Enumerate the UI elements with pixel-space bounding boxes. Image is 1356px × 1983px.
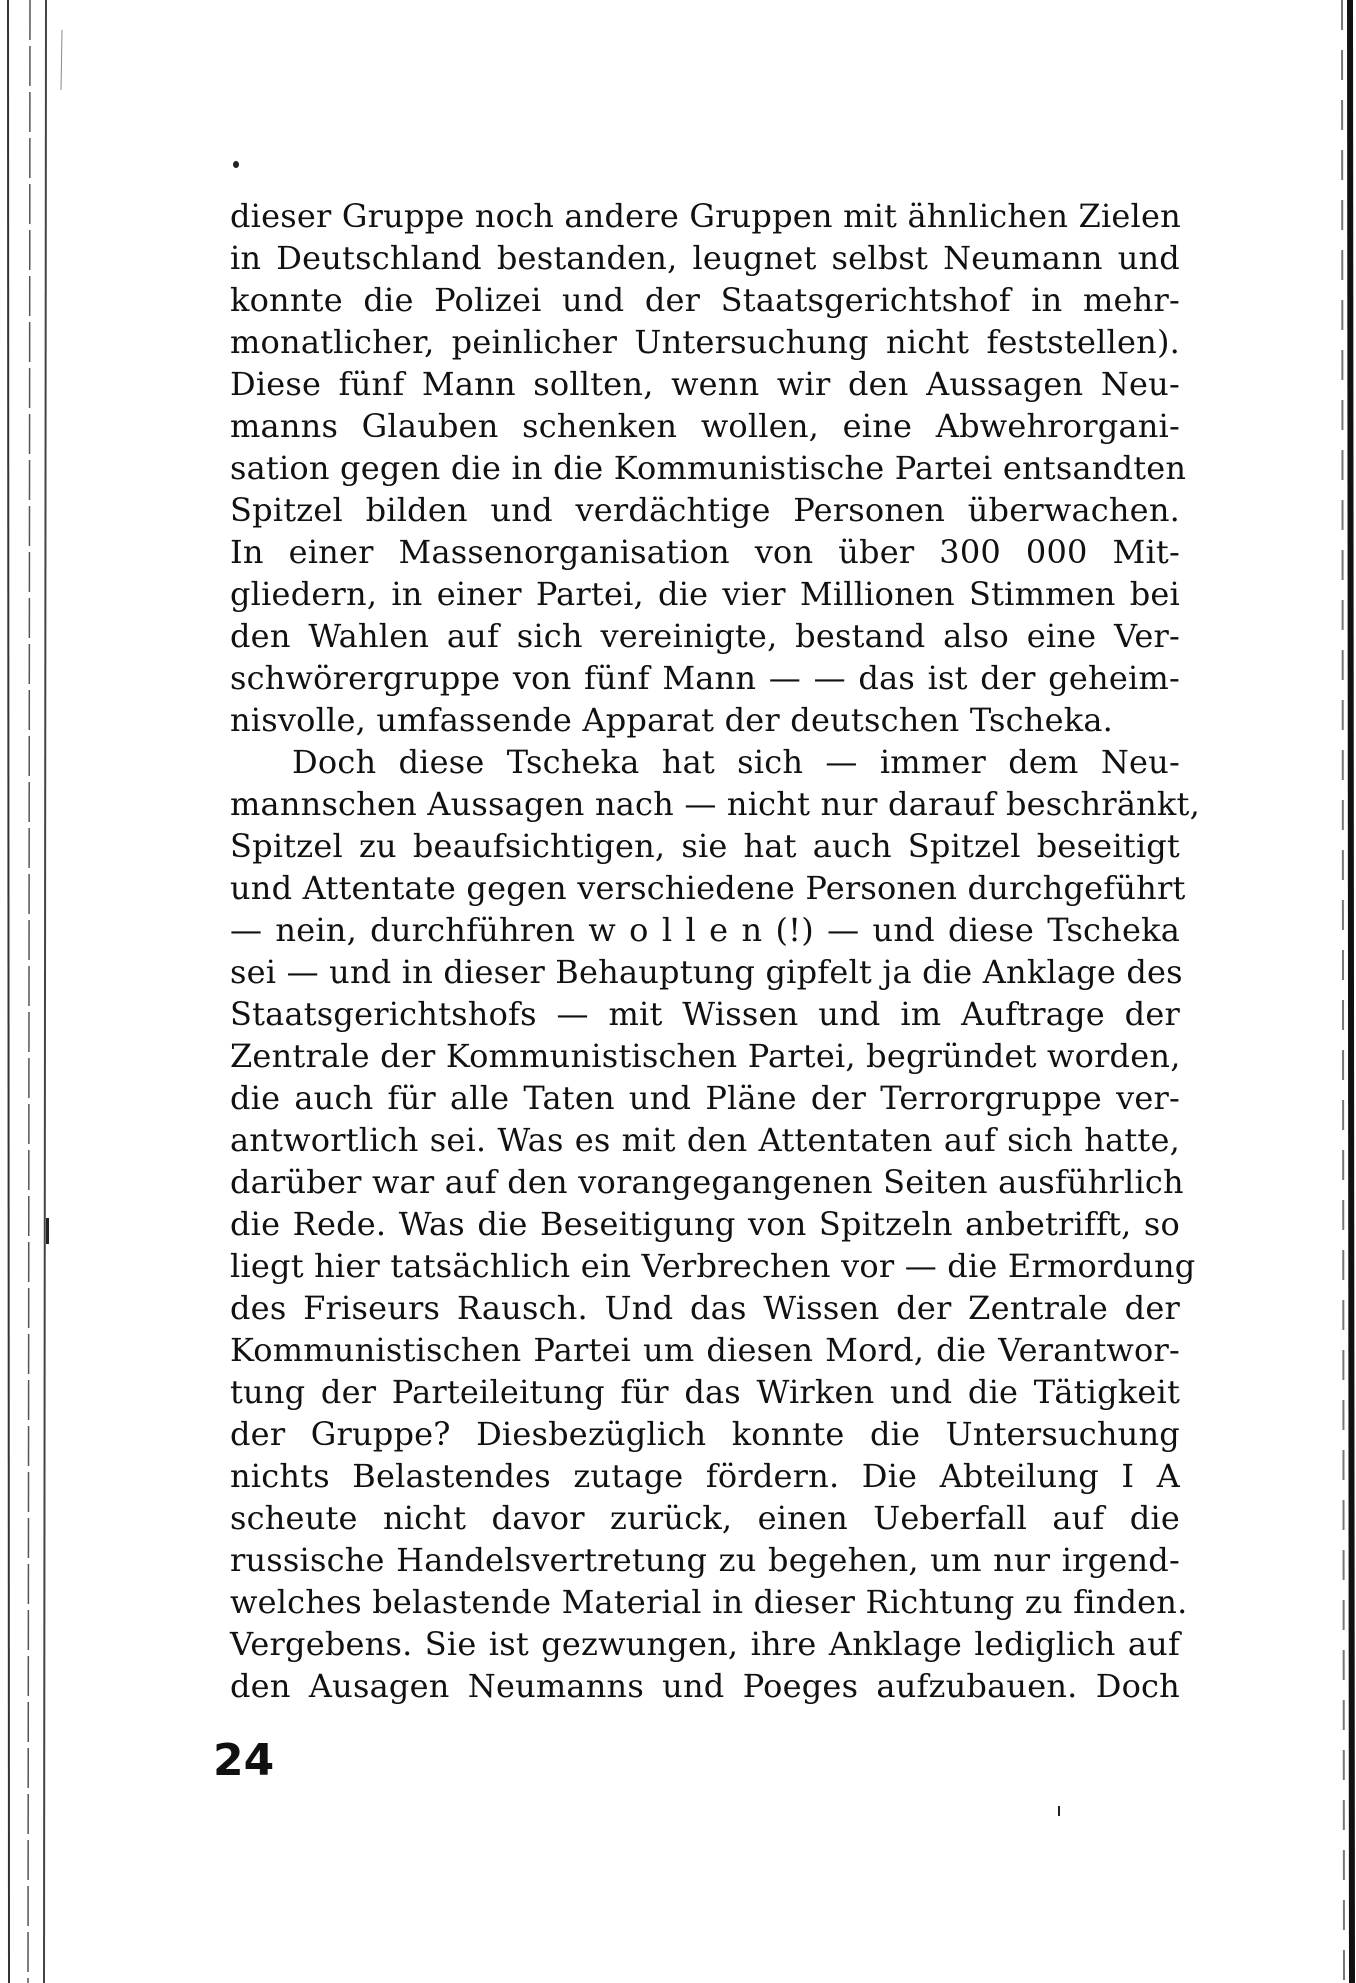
text-line: Spitzel bilden und verdächtige Personen überwachen.: [230, 491, 1180, 529]
text-line: manns Glauben schenken wollen, eine Abwehrorgani-: [230, 407, 1180, 445]
ink-tick: [1058, 1806, 1060, 1816]
text-line: schwörergruppe von fünf Mann — — das ist der geheim-: [230, 659, 1180, 697]
text-line: in Deutschland bestanden, leugnet selbst Neumann und: [230, 239, 1180, 277]
ink-dot: [233, 161, 239, 168]
text-line: scheute nicht davor zurück, einen Ueberfall auf die: [230, 1499, 1180, 1537]
text-line: die auch für alle Taten und Pläne der Terrorgruppe ver-: [230, 1079, 1180, 1117]
text-line: Spitzel zu beaufsichtigen, sie hat auch Spitzel beseitigt: [230, 827, 1180, 865]
paragraph-2: [230, 741, 1200, 1707]
text-line: und Attentate gegen verschiedene Personen durchgeführt: [230, 869, 1186, 907]
text-line: In einer Massenorganisation von über 300 000 Mit-: [230, 533, 1180, 571]
scan-edge-left: [0, 0, 70, 1983]
text-line: sation gegen die in die Kommunistische Partei entsandten: [230, 449, 1187, 487]
text-line: — nein, durchführen w o l l e n (!) — und diese Tscheka: [230, 911, 1180, 949]
text-line: den Ausagen Neumanns und Poeges aufzubauen. Doch: [230, 1667, 1180, 1705]
text-line: den Wahlen auf sich vereinigte, bestand also eine Ver-: [230, 617, 1180, 655]
body-text: [230, 195, 1200, 1707]
text-line: antwortlich sei. Was es mit den Attentaten auf sich hatte,: [230, 1121, 1180, 1159]
text-line: Kommunistischen Partei um diesen Mord, die Verantwor-: [230, 1331, 1180, 1369]
scan-edge-right: [1322, 0, 1356, 1983]
text-line: die Rede. Was die Beseitigung von Spitzeln anbetrifft, so: [230, 1205, 1180, 1243]
text-line: russische Handelsvertretung zu begehen, um nur irgend-: [230, 1541, 1180, 1579]
text-line: welches belastende Material in dieser Richtung zu finden.: [230, 1583, 1188, 1621]
text-line: Zentrale der Kommunistischen Partei, begründet worden,: [230, 1037, 1181, 1075]
page-number: 24: [213, 1735, 275, 1786]
text-line: Staatsgerichtshofs — mit Wissen und im Auftrage der: [230, 995, 1180, 1033]
text-line: Doch diese Tscheka hat sich — immer dem Neu-: [292, 743, 1180, 781]
text-line: nichts Belastendes zutage fördern. Die Abteilung I A: [230, 1457, 1180, 1495]
text-line: monatlicher, peinlicher Untersuchung nicht feststellen).: [230, 323, 1180, 361]
text-line: der Gruppe? Diesbezüglich konnte die Untersuchung: [230, 1415, 1180, 1453]
text-line: mannschen Aussagen nach — nicht nur darauf beschränkt,: [230, 785, 1200, 823]
text-line: Vergebens. Sie ist gezwungen, ihre Anklage lediglich auf: [230, 1625, 1180, 1663]
text-line: nisvolle, umfassende Apparat der deutschen Tscheka.: [230, 701, 1113, 739]
text-line: sei — und in dieser Behauptung gipfelt ja die Anklage des: [230, 953, 1183, 991]
text-line: darüber war auf den vorangegangenen Seiten ausführlich: [230, 1163, 1184, 1201]
text-line: gliedern, in einer Partei, die vier Millionen Stimmen bei: [230, 575, 1180, 613]
paragraph-1: [230, 195, 1187, 741]
text-line: des Friseurs Rausch. Und das Wissen der Zentrale der: [230, 1289, 1180, 1327]
text-line: konnte die Polizei und der Staatsgerichtshof in mehr-: [230, 281, 1180, 319]
text-line: liegt hier tatsächlich ein Verbrechen vor — die Ermordung: [230, 1247, 1196, 1285]
ink-tick: [46, 1218, 49, 1244]
text-line: Diese fünf Mann sollten, wenn wir den Aussagen Neu-: [230, 365, 1180, 403]
text-line: dieser Gruppe noch andere Gruppen mit ähnlichen Zielen: [230, 197, 1181, 235]
text-line: tung der Parteileitung für das Wirken und die Tätigkeit: [230, 1373, 1180, 1411]
